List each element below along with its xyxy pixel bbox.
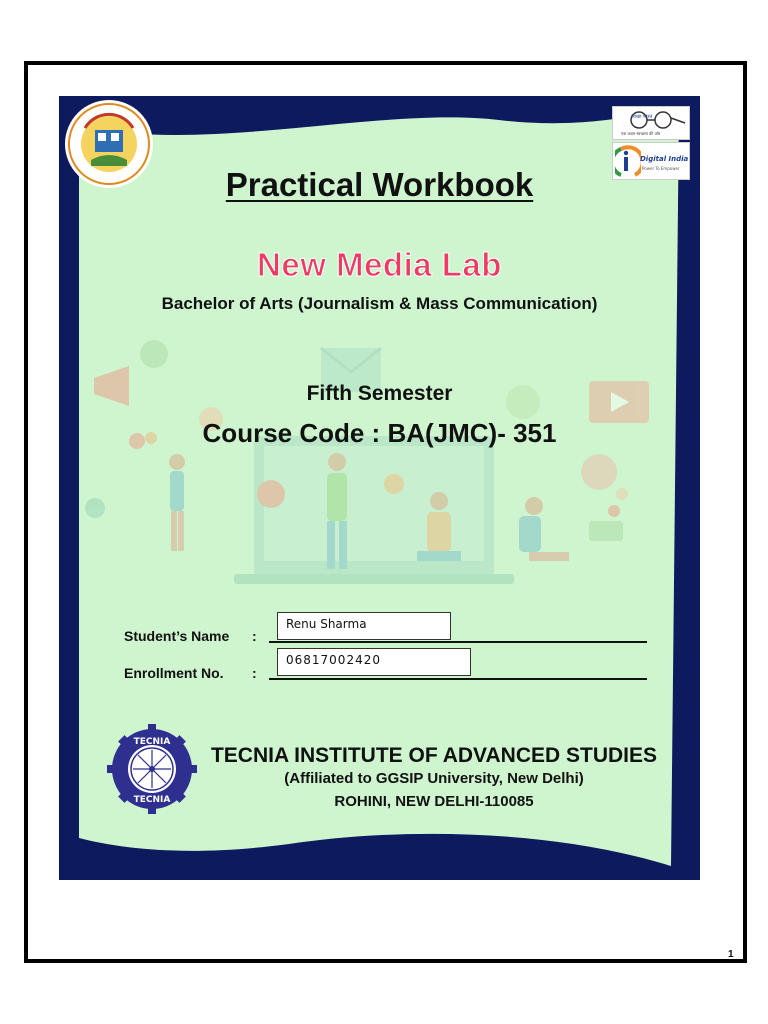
degree-name: Bachelor of Arts (Journalism & Mass Communication) xyxy=(161,294,598,313)
student-name-colon: : xyxy=(252,628,257,644)
institute-affiliation: (Affiliated to GGSIP University, New Delhi) xyxy=(284,770,584,787)
tecnia-logo-text-top: TECNIA xyxy=(133,737,171,747)
institute-name: TECNIA INSTITUTE OF ADVANCED STUDIES xyxy=(210,744,658,767)
student-name-field[interactable]: Renu Sharma xyxy=(277,612,451,640)
tecnia-logo-text-bottom: TECNIA xyxy=(133,795,171,805)
digital-india-tagline: Power To Empower xyxy=(642,166,680,171)
enrollment-label: Enrollment No. xyxy=(124,665,224,681)
institute-address: ROHINI, NEW DELHI-110085 xyxy=(334,793,534,810)
enrollment-colon: : xyxy=(252,665,257,681)
enrollment-field[interactable]: 06817002420 xyxy=(277,648,471,676)
student-name-line xyxy=(269,641,647,643)
tecnia-logo xyxy=(107,724,197,814)
student-name-label: Student’s Name xyxy=(124,628,230,644)
swachh-bharat-tagline: एक कदम स्वच्छता की ओर xyxy=(621,131,661,136)
course-code: Course Code : BA(JMC)- 351 xyxy=(202,418,557,448)
workbook-title: Practical Workbook xyxy=(225,166,534,203)
enrollment-line xyxy=(269,678,647,680)
semester-label: Fifth Semester xyxy=(306,382,453,405)
swachh-bharat-label: स्वच्छ भारत xyxy=(631,114,653,120)
swachh-bharat-logo xyxy=(612,106,690,140)
workbook-cover xyxy=(59,96,700,880)
lab-name: New Media Lab xyxy=(257,246,502,283)
digital-india-label: Digital India xyxy=(640,155,689,163)
page-number: 1 xyxy=(728,949,734,960)
